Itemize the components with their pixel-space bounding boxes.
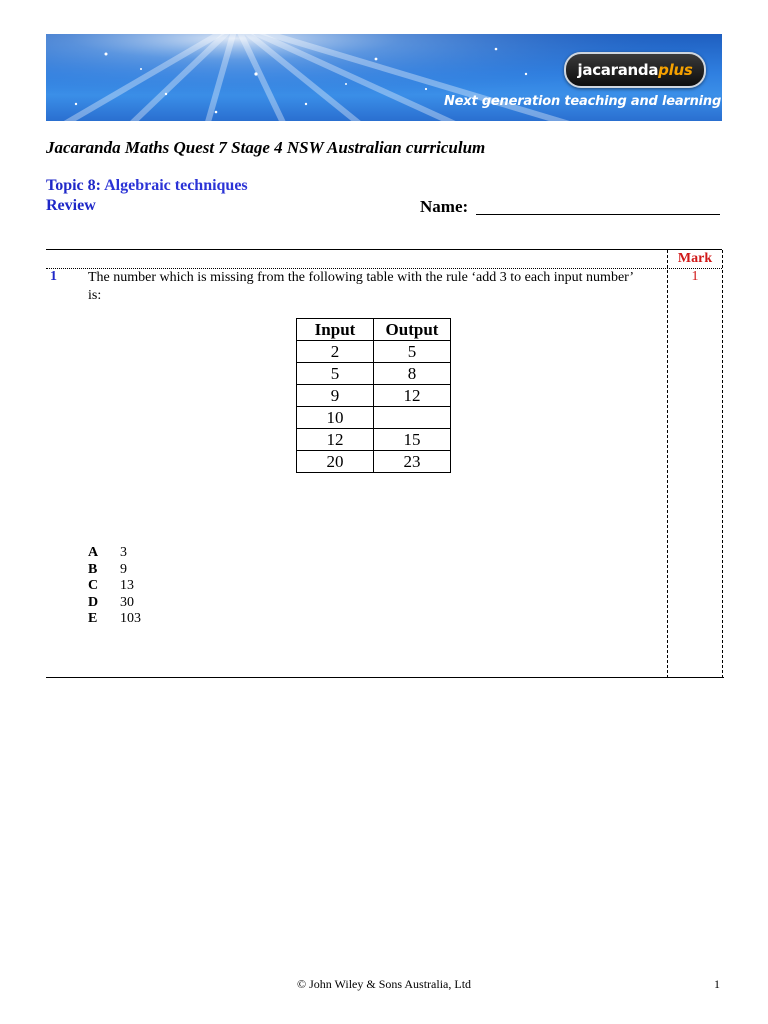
jacaranda-plus-logo: [564, 52, 706, 88]
topic-heading: [46, 177, 248, 195]
table-row: [297, 407, 451, 429]
table-row: [297, 429, 451, 451]
footer-copyright: © John Wiley & Sons Australia, Ltd: [296, 977, 472, 991]
table-row: [297, 385, 451, 407]
option-value: 13: [120, 578, 134, 594]
question-mark-value: 1: [691, 269, 699, 284]
logo-text-plus: plus: [658, 61, 693, 79]
mark-column-header: Mark: [677, 251, 713, 266]
option-letter: C: [88, 578, 99, 594]
table-row: [297, 341, 451, 363]
answer-option-c: [88, 578, 141, 595]
output-cell: 15: [374, 429, 451, 451]
output-cell-missing: [374, 407, 451, 429]
logo-text-jacaranda: jacaranda: [577, 61, 659, 79]
input-cell: 9: [297, 385, 374, 407]
mark-column-divider: [667, 250, 668, 678]
answer-option-b: [88, 562, 141, 579]
output-cell: 5: [374, 341, 451, 363]
output-cell: 23: [374, 451, 451, 473]
option-value: 30: [120, 594, 134, 610]
name-answer-line: [476, 214, 720, 215]
option-letter: E: [88, 611, 98, 627]
input-cell: 12: [297, 429, 374, 451]
input-cell: 10: [297, 407, 374, 429]
output-cell: 8: [374, 363, 451, 385]
option-value: 103: [120, 611, 141, 627]
header-banner: [46, 34, 722, 121]
input-cell: 2: [297, 341, 374, 363]
table-header-output: Output: [374, 319, 451, 341]
question-top-rule: [46, 249, 722, 250]
question-bottom-rule: [46, 677, 724, 678]
option-value: 3: [120, 545, 127, 560]
answer-option-e: [88, 611, 141, 628]
answer-option-d: [88, 595, 141, 612]
answer-option-a: [88, 545, 141, 562]
question-number: 1: [50, 269, 57, 284]
option-letter: A: [88, 545, 99, 560]
option-value: 9: [120, 561, 127, 577]
page-number: 1: [714, 977, 720, 991]
section-heading: Review: [46, 197, 96, 214]
table-header-row: [297, 319, 451, 341]
table-header-input: Input: [297, 319, 374, 341]
input-cell: 20: [297, 451, 374, 473]
document-title: Jacaranda Maths Quest 7 Stage 4 NSW Australian curriculum: [46, 138, 486, 157]
output-cell: 12: [374, 385, 451, 407]
answer-options: [88, 545, 141, 628]
banner-tagline: Next generation teaching and learning: [444, 94, 722, 109]
input-cell: 5: [297, 363, 374, 385]
option-letter: B: [88, 561, 98, 577]
table-row: [297, 363, 451, 385]
topic-name: Algebraic techniques: [104, 177, 248, 194]
mark-column-right-edge: [722, 250, 723, 678]
table-row: [297, 451, 451, 473]
option-letter: D: [88, 594, 99, 610]
question-text: The number which is missing from the following table with the rule ‘add 3 to each input number’ is:: [88, 270, 633, 303]
topic-label: Topic 8:: [46, 177, 101, 194]
input-output-table: [296, 318, 451, 473]
name-label: Name:: [420, 197, 469, 216]
